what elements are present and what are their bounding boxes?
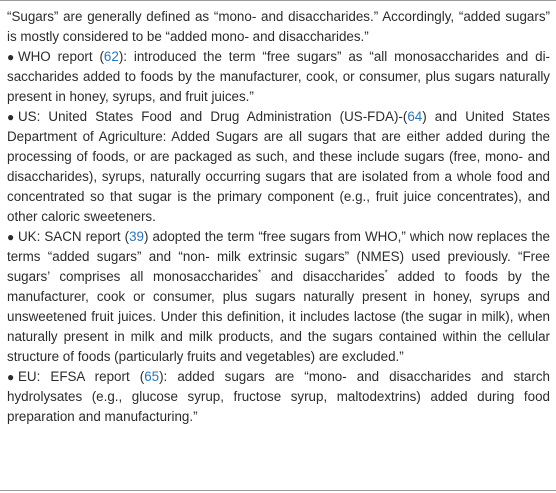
reference-link[interactable]: 64: [407, 109, 423, 124]
table-top-rule: [0, 0, 556, 1]
entry-text: added to foods by the manufacturer, cook or consumer, plus sugars naturally present in honey, syrups and unsweetened fruit juices. Under this definition, it includes lactose (the sugar in milk), when naturally present in milk and milk products, and the sugars contained within the cellular structure of foods (particularly fruits and vegetables) are excluded.”: [7, 269, 550, 364]
footnote-marker: *: [258, 268, 262, 278]
entry-eu: [7, 367, 550, 427]
entry-text: UK: SACN report (: [18, 229, 130, 244]
bullet-icon: ●: [7, 110, 15, 124]
entry-uk: [7, 227, 550, 367]
reference-link[interactable]: 62: [103, 49, 119, 64]
table-bottom-rule: [0, 490, 556, 491]
entry-text: EU: EFSA report (: [18, 369, 145, 384]
entry-us: [7, 107, 550, 227]
reference-link[interactable]: 39: [129, 229, 144, 244]
reference-link[interactable]: 65: [144, 369, 160, 384]
bullet-icon: ●: [7, 230, 15, 244]
bullet-icon: ●: [7, 50, 15, 64]
entry-text: WHO report (: [18, 49, 104, 64]
footnote-marker: *: [384, 268, 388, 278]
entry-text: ) and United States Department of Agriculture: Added Sugars are all sugars that are either added during the processing of foods, or are packaged as such, and these include sugars (free, mono- and disaccharides), syrups, naturally occurring sugars that are isolated from a whole food and concentrated so that sugar is the primary component (e.g., fruit juice concentrates), and other caloric sweeteners.: [7, 109, 550, 224]
entry-who: [7, 47, 550, 107]
table-cell: [7, 7, 550, 427]
intro-paragraph: “Sugars” are generally defined as “mono- and disaccharides.” Accordingly, “added sugars” is mostly considered to be “added mono- and disaccharides.”: [7, 9, 550, 44]
bullet-icon: ●: [7, 370, 15, 384]
entry-text: ) adopted the term “free sugars from WHO,” which now replaces the terms “added sugars” and “non- milk extrinsic sugars” (NMES) used previously. “Free sugars’ comprises all monosaccharides: [7, 229, 550, 284]
entry-text: and disaccharides: [261, 269, 385, 284]
entry-text: US: United States Food and Drug Administration (US-FDA)-(: [18, 109, 408, 124]
entry-text: ): added sugars are “mono- and disaccharides and starch hydrolysates (e.g., glucose syrup, fructose syrup, maltodextrins) added during food preparation and manufacturing.”: [7, 369, 550, 424]
entry-text: ): introduced the term “free sugars” as “all monosaccharides and di-saccharides added to foods by the manufacturer, cook, or consumer, plus sugars naturally present in honey, syrups, and fruit juices.”: [7, 49, 551, 104]
